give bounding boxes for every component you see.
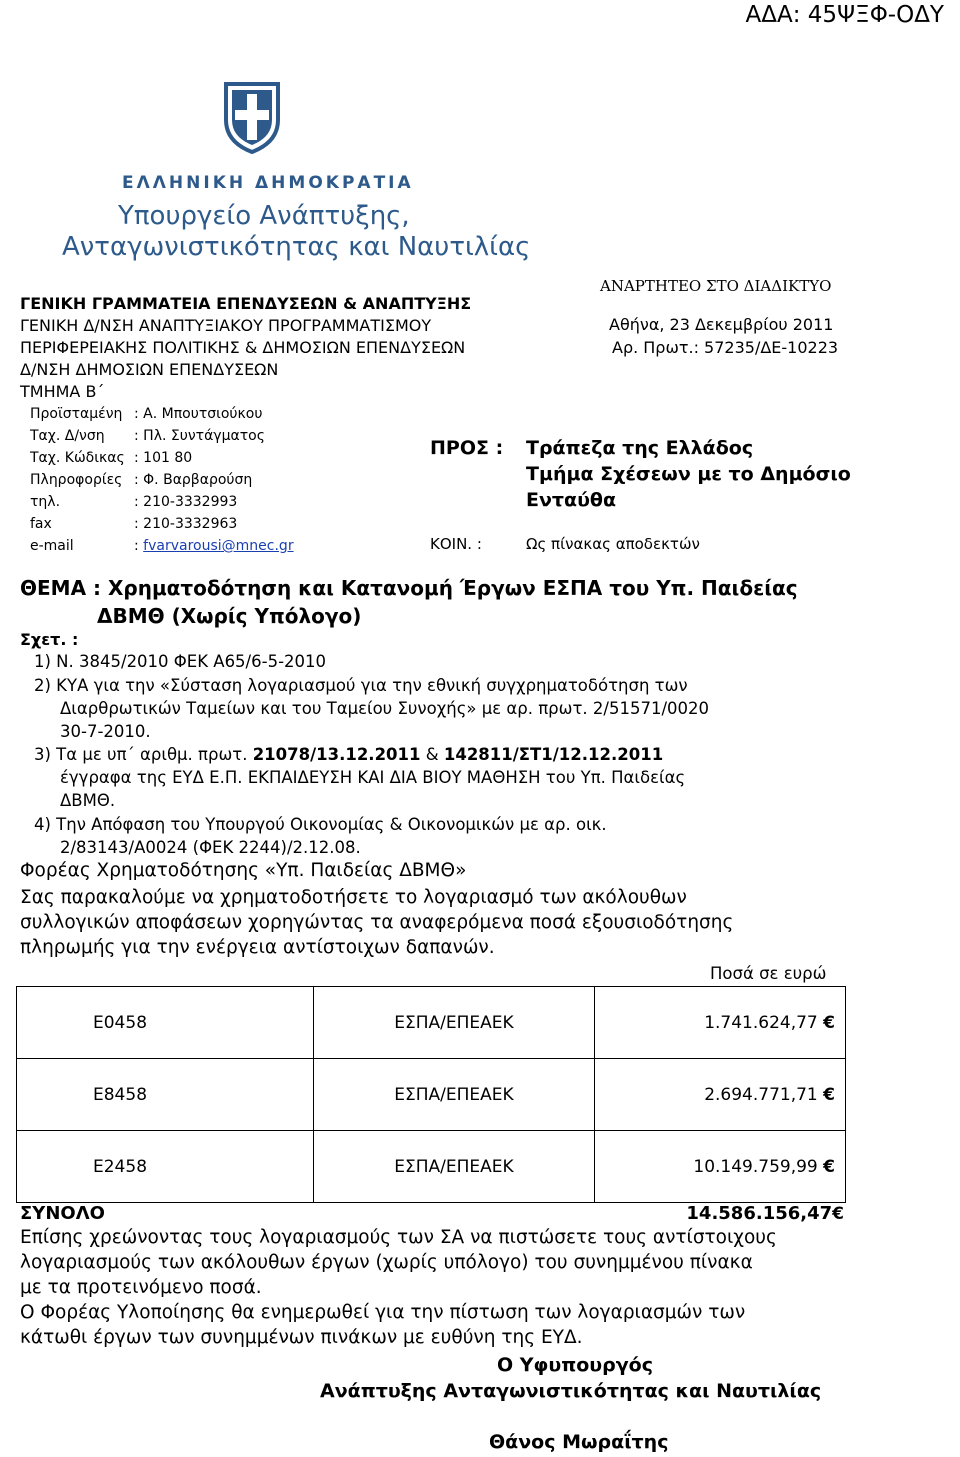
header-line-2: ΓΕΝΙΚΗ Δ/ΝΣΗ ΑΝΑΠΤΥΞΙΑΚΟΥ ΠΡΟΓΡΑΜΜΑΤΙΣΜΟΥ xyxy=(20,316,432,335)
reference-3-doc-2: 142811/ΣΤ1/12.12.2011 xyxy=(443,745,664,764)
info-value: : 210-3332993 xyxy=(134,494,238,510)
info-value: : Α. Μπουτσιούκου xyxy=(134,406,263,422)
reference-3-line-2: έγγραφα της ΕΥΔ Ε.Π. ΕΚΠΑΙΔΕΥΣΗ ΚΑΙ ΔΙΑ ΒΙΟΥ ΜΑΘΗΣΗ του Υπ. Παιδείας xyxy=(60,768,686,787)
program-cell: ΕΣΠΑ/ΕΠΕΑΕΚ xyxy=(314,1131,595,1203)
amount-cell xyxy=(595,1059,846,1131)
table-row xyxy=(17,1131,846,1203)
info-label: Πληροφορίες xyxy=(30,472,123,488)
email-link[interactable]: fvarvarousi@mnec.gr xyxy=(143,538,294,554)
closing-paragraph-2-line-2: κάτωθι έργων των συνημμένων πινάκων με ευθύνη της ΕΥΔ. xyxy=(20,1327,583,1348)
table-row xyxy=(17,987,846,1059)
protocol-number: Αρ. Πρωτ.: 57235/ΔΕ-10223 xyxy=(612,338,839,357)
signatory-name: Θάνος Μωραΐτης xyxy=(489,1431,669,1453)
references-label: Σχετ. : xyxy=(20,630,79,649)
ada-code: ΑΔΑ: 45ΨΞΦ-ΟΔΥ xyxy=(745,2,944,28)
cc-value: Ως πίνακας αποδεκτών xyxy=(526,535,700,553)
reference-3-line-3: ΔΒΜΘ. xyxy=(60,791,116,810)
funding-body: Φορέας Χρηματοδότησης «Υπ. Παιδείας ΔΒΜΘ» xyxy=(20,860,467,881)
info-label: Ταχ. Δ/νση xyxy=(30,428,105,444)
amount-value: 1.741.624,77 xyxy=(704,1012,818,1033)
total-amount-value: 14.586.156,47 xyxy=(686,1203,833,1224)
project-code-cell: Ε2458 xyxy=(17,1131,314,1203)
euro-icon: € xyxy=(823,1012,835,1033)
posting-notice: ΑΝΑΡΤΗΤΕΟ ΣΤΟ ΔΙΑΔΙΚΤΥΟ xyxy=(600,277,832,295)
request-paragraph-line-2: συλλογικών αποφάσεων χορηγώντας τα αναφερόμενα ποσά εξουσιοδότησης xyxy=(20,912,734,933)
reference-3-joiner: & xyxy=(420,745,444,764)
request-paragraph-line-3: πληρωμής για την ενέργεια αντίστοιχων δαπανών. xyxy=(20,937,495,958)
reference-3-line-1 xyxy=(34,745,663,764)
reference-2-line-2: Διαρθρωτικών Ταμείων και του Ταμείου Συνοχής» με αρ. πρωτ. 2/51571/0020 xyxy=(60,699,709,718)
info-label: fax xyxy=(30,516,52,532)
request-paragraph-line-1: Σας παρακαλούμε να χρηματοδοτήσετε το λογαριασμό των ακόλουθων xyxy=(20,887,687,908)
info-row xyxy=(30,516,237,532)
info-row xyxy=(30,428,265,444)
amount-value: 2.694.771,71 xyxy=(704,1084,818,1105)
reference-3-prefix: 3) Τα με υπ΄ αριθμ. πρωτ. xyxy=(34,745,253,764)
reference-3-doc-1: 21078/13.12.2011 xyxy=(252,745,421,764)
reference-1: 1) Ν. 3845/2010 ΦΕΚ Α65/6-5-2010 xyxy=(34,652,327,671)
info-value: : 210-3332963 xyxy=(134,516,238,532)
closing-paragraph-1-line-3: με τα προτεινόμενο ποσά. xyxy=(20,1277,262,1298)
amount-cell xyxy=(595,1131,846,1203)
info-row xyxy=(30,494,237,510)
total-label: ΣΥΝΟΛΟ xyxy=(20,1203,105,1224)
closing-paragraph-1-line-2: λογαριασμούς των ακόλουθων έργων (χωρίς υπόλογο) του συνημμένου πίνακα xyxy=(20,1252,753,1273)
info-label: Προϊσταμένη xyxy=(30,406,123,422)
project-code-cell: Ε8458 xyxy=(17,1059,314,1131)
subject-line-1: ΘΕΜΑ : Χρηματοδότηση και Κατανομή Έργων ΕΣΠΑ του Υπ. Παιδείας xyxy=(20,576,798,600)
coat-of-arms-icon xyxy=(220,80,284,156)
info-value: : Φ. Βαρβαρούση xyxy=(134,472,253,488)
signatory-title-2: Ανάπτυξης Ανταγωνιστικότητας και Ναυτιλίας xyxy=(320,1380,822,1402)
info-value: : xyxy=(134,538,144,554)
info-row xyxy=(30,472,252,488)
signatory-title-1: Ο Υφυπουργός xyxy=(497,1354,653,1376)
header-line-5: ΤΜΗΜΑ Β΄ xyxy=(20,382,105,401)
amount-value: 10.149.759,99 xyxy=(693,1156,818,1177)
euro-icon: € xyxy=(823,1156,835,1177)
header-line-1: ΓΕΝΙΚΗ ΓΡΑΜΜΑΤΕΙΑ ΕΠΕΝΔΥΣΕΩΝ & ΑΝΑΠΤΥΞΗΣ xyxy=(20,294,472,313)
euro-icon: € xyxy=(832,1204,844,1224)
amount-cell xyxy=(595,987,846,1059)
total-amount xyxy=(686,1203,844,1224)
header-line-4: Δ/ΝΣΗ ΔΗΜΟΣΙΩΝ ΕΠΕΝΔΥΣΕΩΝ xyxy=(20,360,279,379)
info-row xyxy=(30,450,192,466)
logo-text-line3: Ανταγωνιστικότητας και Ναυτιλίας xyxy=(62,232,531,262)
info-value: : 101 80 xyxy=(134,450,193,466)
info-label: τηλ. xyxy=(30,494,61,510)
info-label: e-mail xyxy=(30,538,74,554)
reference-4-line-2: 2/83143/Α0024 (ΦΕΚ 2244)/2.12.08. xyxy=(60,838,361,857)
header-line-3: ΠΕΡΙΦΕΡΕΙΑΚΗΣ ΠΟΛΙΤΙΚΗΣ & ΔΗΜΟΣΙΩΝ ΕΠΕΝΔΥΣΕΩΝ xyxy=(20,338,466,357)
euro-icon: € xyxy=(823,1084,835,1105)
cc-label: ΚΟΙΝ. : xyxy=(430,535,482,553)
info-row xyxy=(30,538,294,554)
logo-text-line1: ΕΛΛΗΝΙΚΗ ΔΗΜΟΚΡΑΤΙΑ xyxy=(122,173,414,193)
recipient-line-2: Τμήμα Σχέσεων με το Δημόσιο xyxy=(526,463,851,485)
logo-text-line2: Υπουργείο Ανάπτυξης, xyxy=(118,201,410,231)
reference-2-line-3: 30-7-2010. xyxy=(60,722,151,741)
funding-table xyxy=(16,986,846,1203)
document-date: Αθήνα, 23 Δεκεμβρίου 2011 xyxy=(609,315,834,334)
table-row xyxy=(17,1059,846,1131)
amounts-note: Ποσά σε ευρώ xyxy=(710,964,827,983)
project-code-cell: Ε0458 xyxy=(17,987,314,1059)
info-row xyxy=(30,406,262,422)
subject-line-2: ΔΒΜΘ (Χωρίς Υπόλογο) xyxy=(97,604,362,628)
recipient-line-3: Ενταύθα xyxy=(526,489,617,511)
program-cell: ΕΣΠΑ/ΕΠΕΑΕΚ xyxy=(314,1059,595,1131)
program-cell: ΕΣΠΑ/ΕΠΕΑΕΚ xyxy=(314,987,595,1059)
reference-2-line-1: 2) ΚΥΑ για την «Σύσταση λογαριασμού για την εθνική συγχρηματοδότηση των xyxy=(34,676,688,695)
reference-4-line-1: 4) Την Απόφαση του Υπουργού Οικονομίας & Οικονομικών με αρ. οικ. xyxy=(34,815,607,834)
info-label: Ταχ. Κώδικας xyxy=(30,450,125,466)
recipient-label: ΠΡΟΣ : xyxy=(430,437,504,459)
recipient-line-1: Τράπεζα της Ελλάδος xyxy=(526,437,754,459)
closing-paragraph-1-line-1: Επίσης χρεώνοντας τους λογαριασμούς των ΣΑ να πιστώσετε τους αντίστοιχους xyxy=(20,1227,777,1248)
closing-paragraph-2-line-1: Ο Φορέας Υλοποίησης θα ενημερωθεί για την πίστωση των λογαριασμών των xyxy=(20,1302,746,1323)
info-value: : Πλ. Συντάγματος xyxy=(134,428,265,444)
